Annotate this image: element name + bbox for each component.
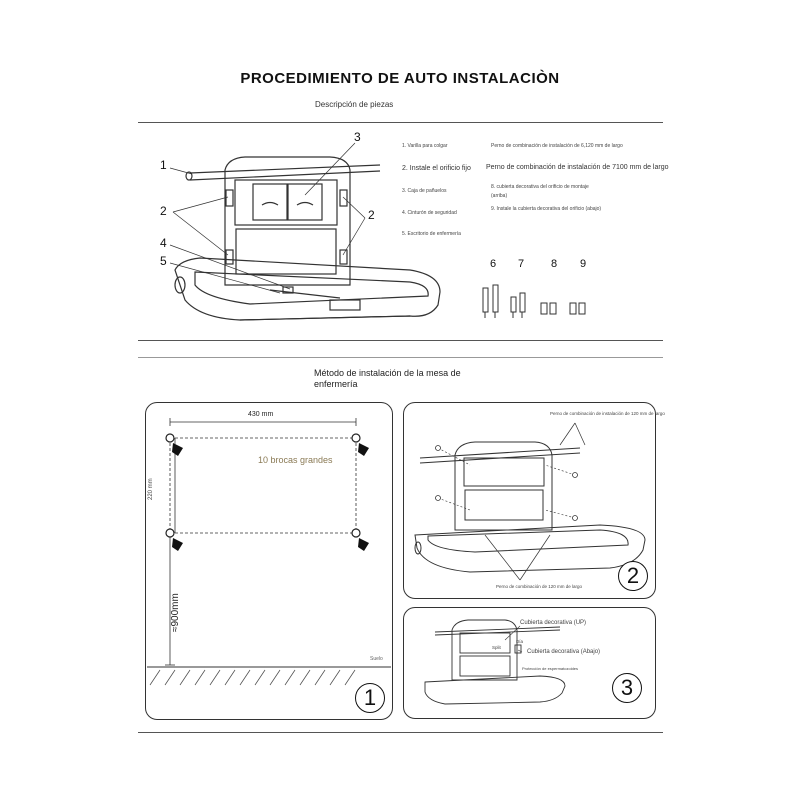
floor-label: Suelo <box>370 656 383 662</box>
height-dimension: 220 mm <box>148 478 154 500</box>
part-8-label: 8. cubierta decorativa del orificio de montaje <box>491 184 589 190</box>
floor-height-dimension: ≈900mm <box>170 593 181 632</box>
step-2-top-label: Perno de combinación de instalación de 120 mm de largo <box>550 411 665 416</box>
step-3-number: 3 <box>612 673 642 703</box>
split-label: Split <box>492 645 501 650</box>
part-8-sub-label: (arriba) <box>491 193 508 199</box>
hardware-number-8: 8 <box>551 258 558 270</box>
callout-2-right: 2 <box>368 208 375 222</box>
step-2-number: 2 <box>618 561 648 591</box>
page-title: PROCEDIMIENTO DE AUTO INSTALACIÒN <box>240 70 560 87</box>
cover-down-label: Cubierta decorativa (Abajo) <box>527 649 601 655</box>
callout-2-left: 2 <box>160 204 167 218</box>
step-1-number: 1 <box>355 683 385 713</box>
part-9-label: 9. Instale la cubierta decorativa del orificio (abajo) <box>491 206 602 212</box>
part-1-label: 1. Varilla para colgar <box>402 143 448 149</box>
part-7-label: Perno de combinación de instalación de 7100 mm de largo <box>486 164 669 171</box>
parts-subtitle: Descripción de piezas <box>315 100 394 109</box>
protection-label: Protección de espermatozoides <box>522 666 579 671</box>
callout-4: 4 <box>160 236 167 250</box>
width-dimension: 430 mm <box>248 411 274 418</box>
callout-3: 3 <box>354 130 361 144</box>
part-6-label: Perno de combinación de instalación de 6,120 mm de largo <box>491 143 623 149</box>
part-3-label: 3. Caja de pañuelos <box>402 188 447 194</box>
part-2-label: 2. Instale el orificio fijo <box>402 165 471 172</box>
hardware-number-7: 7 <box>518 258 525 270</box>
callout-1: 1 <box>160 158 167 172</box>
hardware-number-6: 6 <box>490 258 497 270</box>
callout-5: 5 <box>160 254 167 268</box>
part-5-label: 5. Escritorio de enfermería <box>402 231 461 237</box>
hardware-number-9: 9 <box>580 258 587 270</box>
part-4-label: 4. Cinturón de seguridad <box>402 210 457 216</box>
dia-label: Día <box>516 639 524 644</box>
drill-label: 10 brocas grandes <box>258 455 333 465</box>
cover-up-label: Cubierta decorativa (UP) <box>520 620 587 626</box>
method-title: Método de instalación de la mesa de enfermería <box>314 368 461 389</box>
step-2-bottom-label: Perno de combinación de 120 mm de largo <box>496 584 583 589</box>
